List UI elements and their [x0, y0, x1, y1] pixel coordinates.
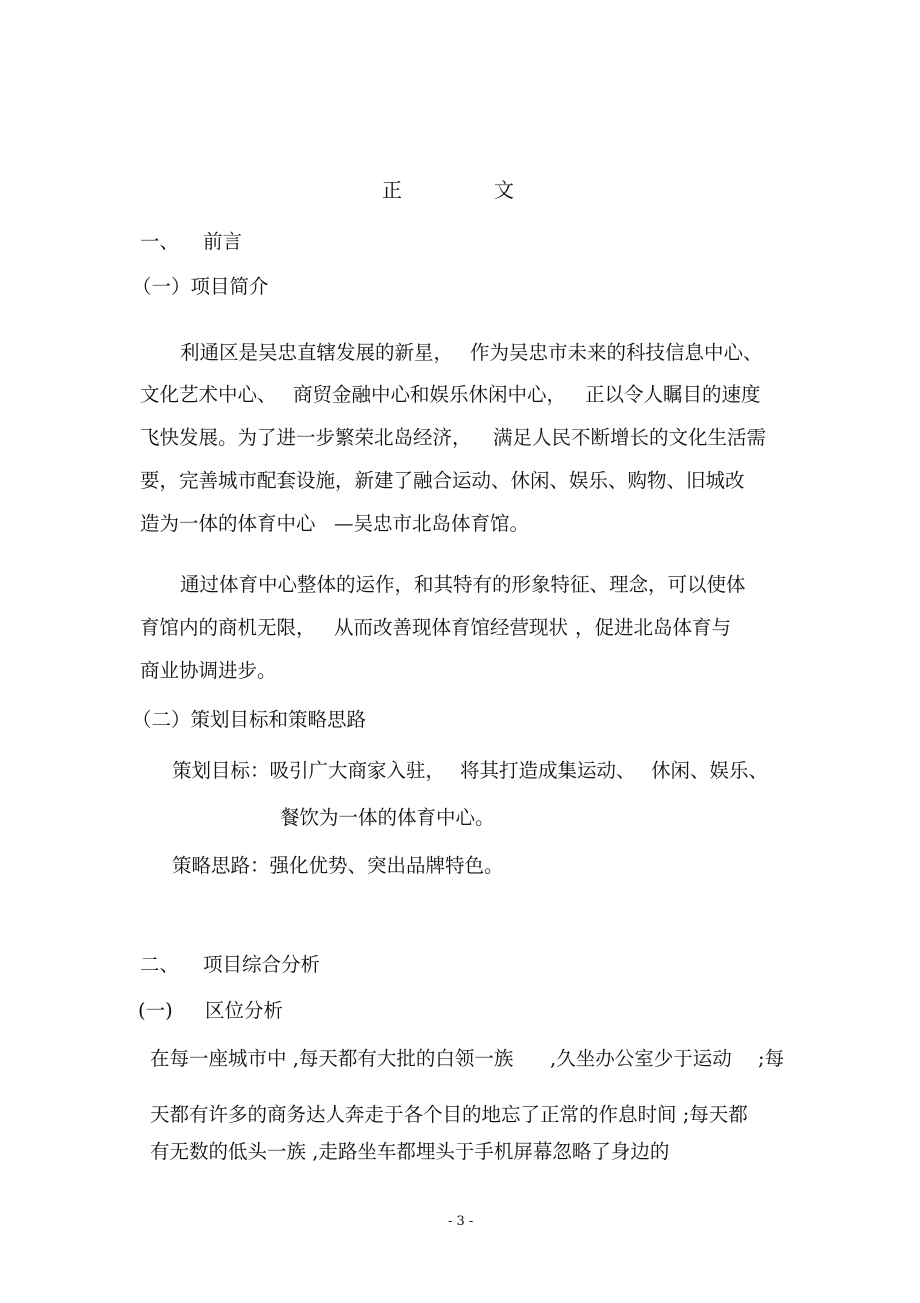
- para2-line2-b: 从而改善现体育馆经营现状: [334, 616, 569, 639]
- para1-line5-b: —吴忠市北岛体育馆。: [334, 512, 530, 535]
- title-char-left: 正: [382, 178, 402, 202]
- para1-line5-a: 造为一体的体育中心: [140, 512, 316, 535]
- subsection-1-2-title: （二）策划目标和策略思路: [132, 708, 367, 731]
- para1-line1-a: 利通区是吴忠直辖发展的新星，: [180, 341, 454, 364]
- para2-line2-c: ，促进北岛体育与: [575, 616, 732, 639]
- section-2-number: 二、: [140, 953, 180, 976]
- section-2-title: 项目综合分析: [203, 953, 321, 976]
- subsection-1-1-title: （一）项目简介: [132, 275, 269, 298]
- para3-line1-c: ;每: [758, 1047, 785, 1070]
- para2-line2-a: 育馆内的商机无限，: [140, 616, 316, 639]
- title-char-right: 文: [494, 178, 514, 202]
- section-1-title: 前言: [203, 230, 243, 253]
- goal-line1-a: 策划目标：吸引广大商家入驻，: [172, 759, 446, 782]
- section-1-number: 一、: [140, 230, 180, 253]
- para3-line1-b: ,久坐办公室少于运动: [550, 1047, 732, 1070]
- subsection-2-1-title: 区位分析: [205, 999, 284, 1022]
- para2-line3: 商业协调进步。: [140, 659, 277, 682]
- goal-line1-b: 将其打造成集运动、: [460, 759, 636, 782]
- para3-line3: 有无数的低头一族 ,走路坐车都埋头于手机屏幕忽略了身边的: [150, 1140, 670, 1163]
- goal-line1-c: 休闲、娱乐、: [651, 759, 769, 782]
- strategy-line: 策略思路：强化优势、突出品牌特色。: [172, 854, 504, 877]
- para3-line1-a: 在每一座城市中 ,每天都有大批的白领一族: [150, 1047, 514, 1070]
- para2-line1: 通过体育中心整体的运作，和其特有的形象特征、理念，可以使体: [180, 573, 746, 596]
- para1-line2-a: 文化艺术中心、: [140, 383, 277, 406]
- page-number: - 3 -: [448, 1214, 474, 1229]
- para1-line3-b: 满足人民不断增长的文化生活需: [493, 426, 767, 449]
- para3-line2: 天都有许多的商务达人奔走于各个目的地忘了正常的作息时间 ;每天都: [150, 1103, 748, 1126]
- para1-line2-b: 商贸金融中心和娱乐休闲中心，: [293, 383, 567, 406]
- subsection-2-1-number: (一): [138, 999, 173, 1022]
- goal-line2: 餐饮为一体的体育中心。: [280, 806, 495, 829]
- para1-line4: 要，完善城市配套设施，新建了融合运动、休闲、娱乐、购物、旧城改: [140, 469, 745, 492]
- para1-line2-c: 正以令人瞩目的速度: [585, 383, 761, 406]
- para1-line3-a: 飞快发展。为了进一步繁荣北岛经济，: [140, 426, 472, 449]
- para1-line1-b: 作为吴忠市未来的科技信息中心、: [470, 341, 763, 364]
